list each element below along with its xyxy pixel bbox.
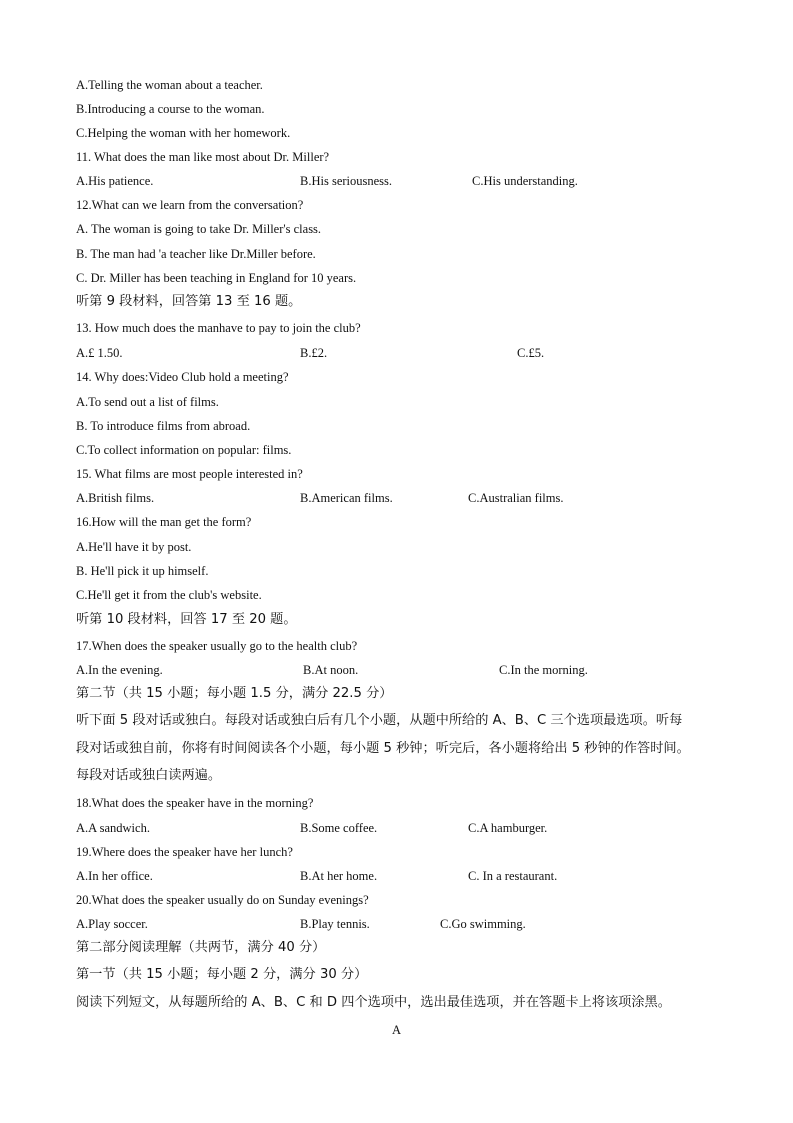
question-16: 16.How will the man get the form? — [76, 515, 252, 529]
option-a: A.Play soccer. — [76, 917, 148, 931]
option-b: B.His seriousness. — [300, 174, 393, 188]
question-18: 18.What does the speaker have in the morning? — [76, 796, 314, 810]
option-line: B. To introduce films from abroad. — [76, 419, 251, 433]
part-heading: 第二部分阅读理解（共两节，满分 40 分） — [76, 940, 326, 955]
question-14: 14. Why does:Video Club hold a meeting? — [76, 370, 289, 384]
option-c: C.£5. — [517, 346, 545, 360]
section-heading: 第二节（共 15 小题；每小题 1.5 分，满分 22.5 分） — [76, 686, 393, 701]
option-a: A.£ 1.50. — [76, 346, 123, 360]
question-11: 11. What does the man like most about Dr. Miller? — [76, 150, 330, 164]
option-b: B.Play tennis. — [300, 917, 370, 931]
question-20: 20.What does the speaker usually do on Sunday evenings? — [76, 893, 369, 907]
option-line: B. He'll pick it up himself. — [76, 564, 209, 578]
option-c: C.Australian films. — [468, 491, 564, 505]
option-a: A.British films. — [76, 491, 155, 505]
option-line: A. The woman is going to take Dr. Miller's class. — [76, 222, 322, 236]
section-instruction: 听第 9 段材料，回答第 13 至 16 题。 — [76, 294, 302, 309]
option-line: B. The man had 'a teacher like Dr.Miller before. — [76, 247, 316, 261]
question-19: 19.Where does the speaker have her lunch? — [76, 845, 293, 859]
instruction-line: 阅读下列短文，从每题所给的 A、B、C 和 D 四个选项中，选出最佳选项，并在答题卡上将该项涂黑。 — [76, 995, 671, 1010]
question-12: 12.What can we learn from the conversation? — [76, 198, 304, 212]
passage-letter: A — [391, 1023, 402, 1037]
option-b: B.At her home. — [300, 869, 378, 883]
instruction-line: 听下面 5 段对话或独白。每段对话或独白后有几个小题，从题中所给的 A、B、C 三个选项最选项。听每 — [76, 713, 683, 728]
option-c: C.A hamburger. — [468, 821, 548, 835]
option-line: C.Helping the woman with her homework. — [76, 126, 291, 140]
option-c: C.His understanding. — [472, 174, 578, 188]
option-line: A.He'll have it by post. — [76, 540, 192, 554]
option-c: C. In a restaurant. — [468, 869, 558, 883]
option-line: C.He'll get it from the club's website. — [76, 588, 262, 602]
section-instruction: 听第 10 段材料，回答 17 至 20 题。 — [76, 612, 297, 627]
question-17: 17.When does the speaker usually go to the health club? — [76, 639, 358, 653]
option-a: A.In the evening. — [76, 663, 163, 677]
option-line: B.Introducing a course to the woman. — [76, 102, 265, 116]
instruction-line: 段对话或独自前，你将有时间阅读各个小题，每小题 5 秒钟；听完后，各小题将给出 5 秒钟的作答时间。 — [76, 741, 690, 756]
instruction-line: 每段对话或独白读两遍。 — [76, 768, 222, 783]
option-c: C.Go swimming. — [440, 917, 526, 931]
option-a: A.A sandwich. — [76, 821, 150, 835]
option-b: B.Some coffee. — [300, 821, 378, 835]
option-line: C. Dr. Miller has been teaching in England for 10 years. — [76, 271, 357, 285]
option-b: B.American films. — [300, 491, 393, 505]
option-a: A.In her office. — [76, 869, 153, 883]
question-15: 15. What films are most people interested in? — [76, 467, 303, 481]
option-line: A.Telling the woman about a teacher. — [76, 78, 263, 92]
option-line: C.To collect information on popular: films. — [76, 443, 292, 457]
question-13: 13. How much does the manhave to pay to join the club? — [76, 321, 361, 335]
option-a: A.His patience. — [76, 174, 154, 188]
section-heading: 第一节（共 15 小题；每小题 2 分，满分 30 分） — [76, 967, 368, 982]
option-line: A.To send out a list of films. — [76, 395, 219, 409]
option-b: B.At noon. — [303, 663, 359, 677]
option-b: B.£2. — [300, 346, 328, 360]
option-c: C.In the morning. — [499, 663, 588, 677]
